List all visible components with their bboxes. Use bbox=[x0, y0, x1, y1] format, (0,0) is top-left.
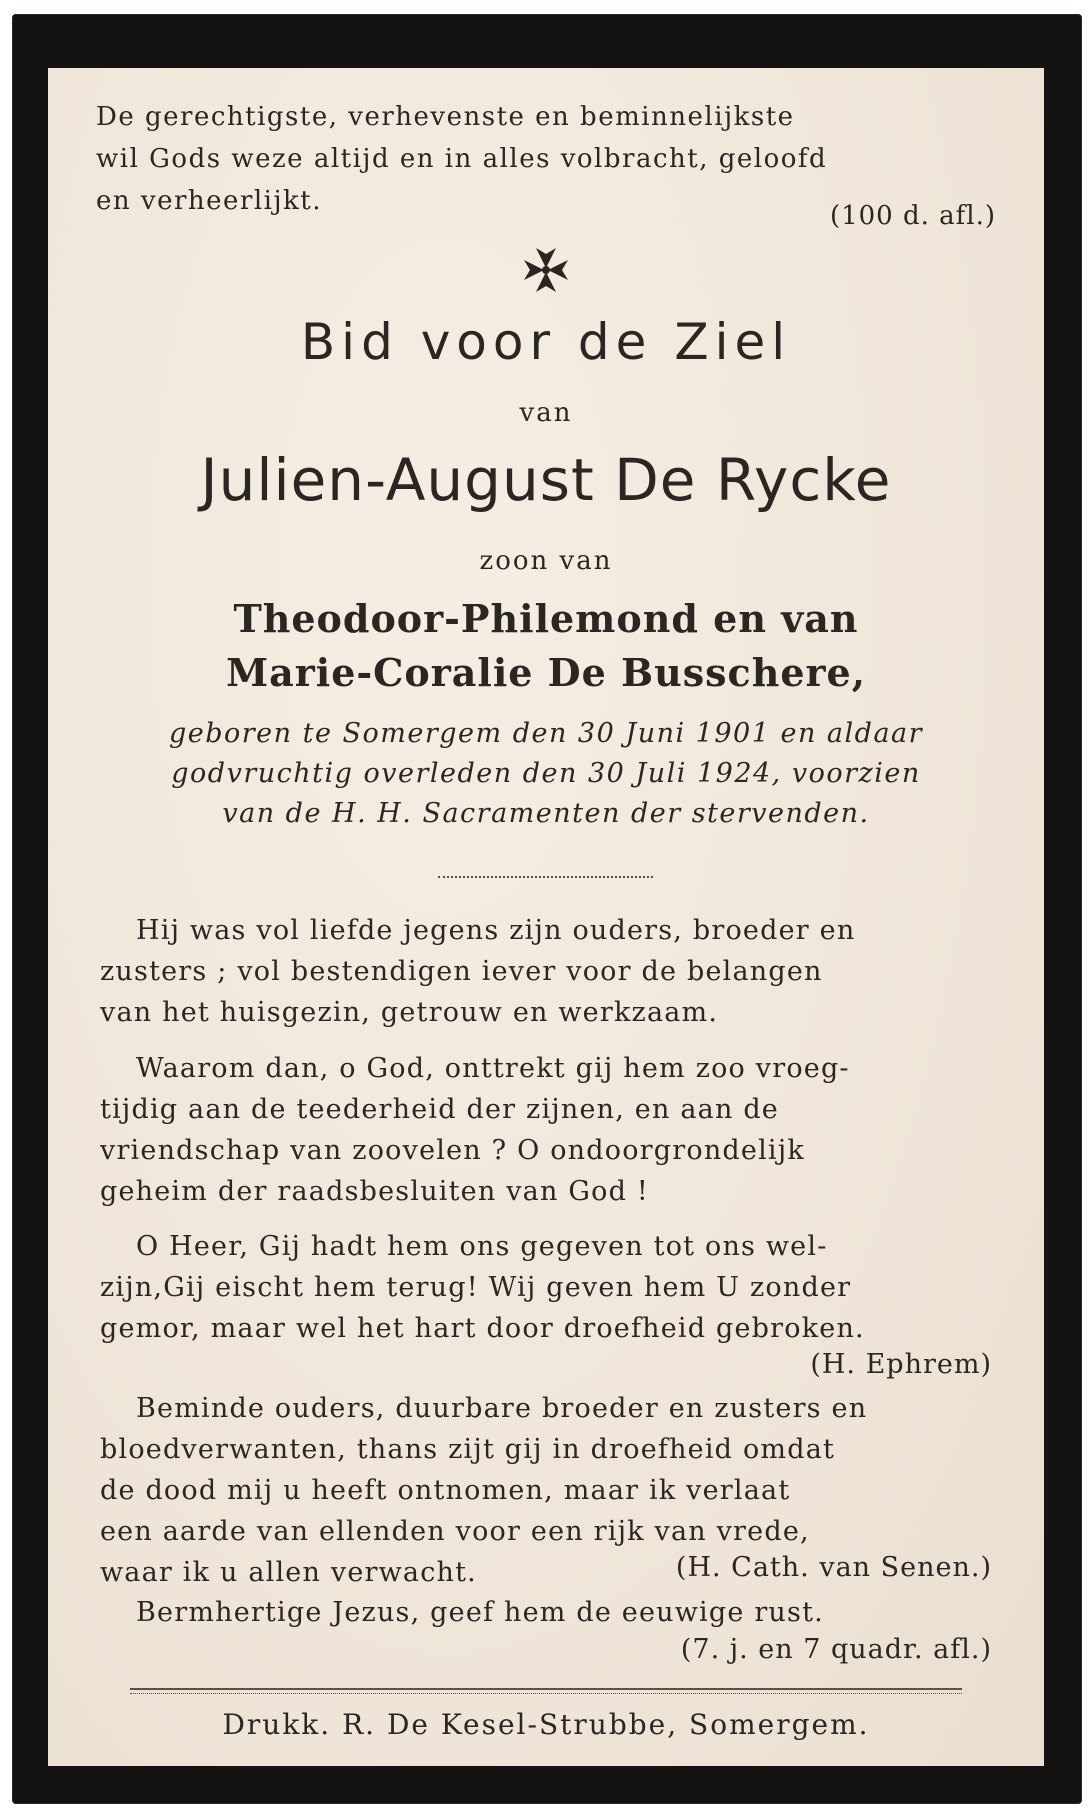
maltese-cross-icon bbox=[48, 244, 1044, 301]
card-title: Bid voor de Ziel bbox=[300, 313, 792, 371]
sacraments-line: van de H. H. Sacramenten der stervenden. bbox=[222, 798, 870, 829]
paragraph-line: vriendschap van zoovelen ? O ondoorgrondelijk bbox=[100, 1135, 805, 1166]
footer-divider bbox=[130, 1688, 962, 1690]
paragraph-5 bbox=[100, 1592, 1000, 1633]
zoon-van-label: zoon van bbox=[479, 546, 613, 576]
verse-line: wil Gods weze altijd en in alles volbracht, geloofd bbox=[96, 144, 828, 174]
card-paper bbox=[48, 68, 1044, 1766]
paragraph-line: O Heer, Gij hadt hem ons gegeven tot ons wel- bbox=[136, 1231, 828, 1262]
paragraph-1 bbox=[100, 910, 1000, 1033]
quote-source: (H. Cath. van Senen.) bbox=[675, 1552, 992, 1583]
paragraph-line: Waarom dan, o God, onttrekt gij hem zoo vroeg- bbox=[136, 1053, 850, 1084]
paragraph-line: geheim der raadsbesluiten van God ! bbox=[100, 1176, 649, 1207]
verse-indulgence: (100 d. afl.) bbox=[829, 201, 996, 231]
paragraph-line: zusters ; vol bestendigen iever voor de belangen bbox=[100, 956, 823, 987]
paragraph-line: van het huisgezin, getrouw en werkzaam. bbox=[100, 997, 719, 1028]
birth-line: geboren te Somergem den 30 Juni 1901 en aldaar bbox=[168, 718, 924, 749]
deceased-name: Julien-August De Rycke bbox=[200, 446, 892, 514]
parent-mother: Marie-Coralie De Busschere, bbox=[226, 650, 866, 695]
death-line: godvruchtig overleden den 30 Juli 1924, voorzien bbox=[171, 758, 921, 789]
paragraph-line: waar ik u allen verwacht. bbox=[100, 1557, 477, 1588]
paragraph-line: de dood mij u heeft ontnomen, maar ik verlaat bbox=[100, 1475, 791, 1506]
paragraph-line: Bermhertige Jezus, geef hem de eeuwige rust. bbox=[136, 1597, 824, 1628]
divider bbox=[438, 876, 653, 878]
paragraph-line: Hij was vol liefde jegens zijn ouders, broeder en bbox=[136, 915, 856, 946]
paragraph-line: bloedverwanten, thans zijt gij in droefheid omdat bbox=[100, 1434, 836, 1465]
parent-father: Theodoor-Philemond en van bbox=[233, 596, 859, 641]
verse-line: en verheerlijkt. bbox=[96, 186, 323, 216]
paragraph-line: gemor, maar wel het hart door droefheid gebroken. bbox=[100, 1313, 865, 1344]
memorial-card bbox=[12, 14, 1082, 1804]
paragraph-line: een aarde van ellenden voor een rijk van vrede, bbox=[100, 1516, 810, 1547]
paragraph-2 bbox=[100, 1048, 1000, 1212]
footer-divider-dotted bbox=[130, 1693, 962, 1694]
verse-line: De gerechtigste, verhevenste en beminnelijkste bbox=[96, 102, 795, 132]
van-label: van bbox=[519, 398, 573, 428]
quote-source: (H. Ephrem) bbox=[810, 1349, 992, 1380]
paragraph-3 bbox=[100, 1226, 1000, 1349]
indulgence-note: (7. j. en 7 quadr. afl.) bbox=[680, 1634, 992, 1665]
paragraph-line: tijdig aan de teederheid der zijnen, en aan de bbox=[100, 1094, 779, 1125]
paragraph-line: Beminde ouders, duurbare broeder en zusters en bbox=[136, 1393, 868, 1424]
paragraph-line: zijn,Gij eischt hem terug! Wij geven hem U zonder bbox=[100, 1272, 852, 1303]
printer-credit: Drukk. R. De Kesel-Strubbe, Somergem. bbox=[222, 1708, 870, 1741]
